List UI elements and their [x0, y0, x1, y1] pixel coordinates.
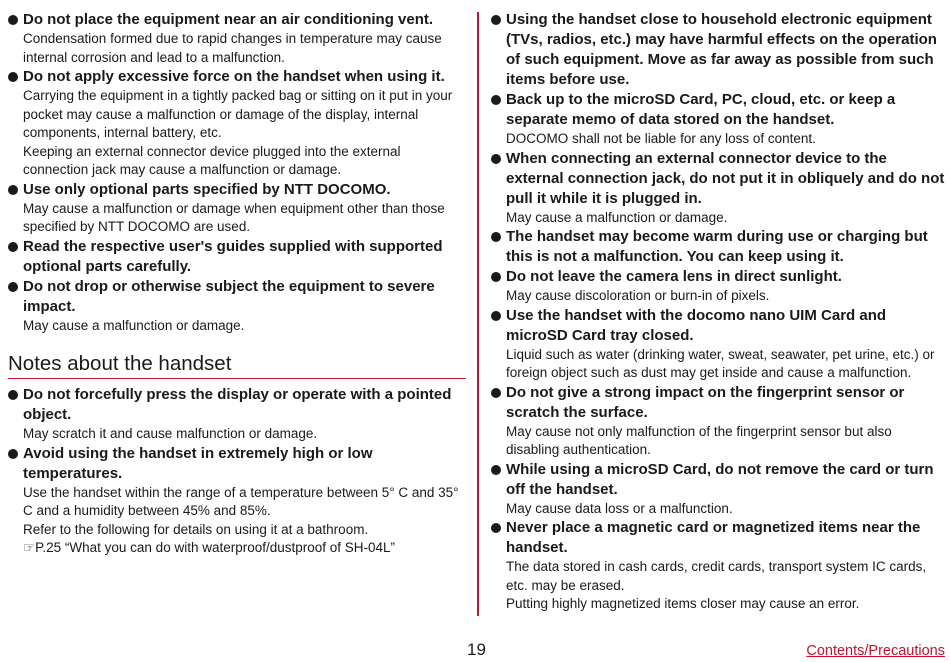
list-item — [491, 267, 947, 306]
bullet-icon — [8, 185, 18, 195]
item-heading: The handset may become warm during use or charging but this is not a malfunction. You can keep using it. — [506, 228, 928, 265]
list-item — [8, 237, 466, 277]
bullet-icon — [491, 15, 501, 25]
item-body: Refer to the following for details on using it at a bathroom. — [23, 521, 369, 537]
handset-notes-list — [8, 385, 466, 558]
bullet-icon — [8, 15, 18, 25]
list-item — [8, 277, 466, 336]
contents-precautions-link[interactable]: Contents/Precautions — [806, 643, 945, 659]
left-column — [8, 10, 466, 558]
item-heading: Using the handset close to household electronic equipment (TVs, radios, etc.) may have harmful effects on the operation of such equipment. Move as far away as possible from such items before use. — [506, 11, 937, 88]
item-body: Keeping an external connector device plugged into the external connection jack may cause a malfunction or damage. — [23, 143, 401, 177]
item-heading: Never place a magnetic card or magnetized items near the handset. — [506, 519, 921, 556]
list-item — [8, 67, 466, 180]
item-body: Liquid such as water (drinking water, sweat, seawater, pet urine, etc.) or foreign object such as dust may get inside and cause a malfunction. — [506, 346, 935, 380]
item-heading: Use the handset with the docomo nano UIM Card and microSD Card tray closed. — [506, 306, 887, 344]
item-heading: Avoid using the handset in extremely high or low temperatures. — [23, 444, 373, 482]
list-item — [491, 306, 947, 383]
list-item — [8, 180, 466, 237]
item-body: May cause a malfunction or damage. — [506, 209, 728, 225]
bullet-icon — [491, 523, 501, 533]
bullet-icon — [491, 465, 501, 475]
item-heading: Do not drop or otherwise subject the equipment to severe impact. — [23, 277, 435, 315]
item-body: May cause discoloration or burn-in of pixels. — [506, 288, 770, 303]
item-heading: Use only optional parts specified by NTT DOCOMO. — [23, 180, 391, 198]
item-heading: Do not give a strong impact on the fingerprint sensor or scratch the surface. — [506, 383, 905, 421]
reference-pointer-icon: ☞ — [23, 540, 36, 555]
list-item — [491, 149, 947, 228]
item-body: May cause not only malfunction of the fingerprint sensor but also disabling authentication. — [506, 423, 892, 457]
bullet-icon — [491, 95, 501, 105]
item-body: Condensation formed due to rapid changes in temperature may cause internal corrosion and lead to a malfunction. — [23, 31, 442, 65]
item-heading: Do not forcefully press the display or operate with a pointed object. — [23, 386, 452, 423]
item-heading: Back up to the microSD Card, PC, cloud, etc. or keep a separate memo of data stored on the handset. — [506, 91, 896, 128]
list-item — [491, 460, 947, 519]
list-item — [491, 383, 947, 460]
bullet-icon — [491, 232, 501, 242]
bullet-icon — [8, 449, 18, 459]
item-body: DOCOMO shall not be liable for any loss of content. — [506, 131, 816, 146]
column-divider — [477, 12, 479, 616]
bullet-icon — [491, 388, 501, 398]
bullet-icon — [8, 390, 18, 400]
bullet-icon — [491, 272, 501, 282]
item-body: May scratch it and cause malfunction or damage. — [23, 426, 318, 441]
list-item — [8, 444, 466, 558]
list-item — [491, 227, 947, 267]
bullet-icon — [491, 154, 501, 164]
page-reference[interactable] — [23, 539, 466, 558]
section-title: Notes about the handset — [8, 351, 466, 379]
item-heading: When connecting an external connector device to the external connection jack, do not put it in obliquely and do not pull it while it is plugged in. — [506, 149, 945, 207]
reference-text: P.25 “What you can do with waterproof/dustproof of SH-04L” — [35, 540, 396, 555]
item-body: Use the handset within the range of a temperature between 5° C and 35° C and a humidity between 45% and 85%. — [23, 484, 459, 518]
page-number: 19 — [467, 640, 486, 659]
item-body: Putting highly magnetized items closer may cause an error. — [506, 596, 860, 611]
bullet-icon — [491, 311, 501, 321]
item-body: The data stored in cash cards, credit cards, transport system IC cards, etc. may be erased. — [506, 559, 927, 593]
item-heading: Do not apply excessive force on the handset when using it. — [23, 68, 445, 85]
item-body: May cause a malfunction or damage when equipment other than those specified by NTT DOCOMO are used. — [23, 200, 445, 234]
right-column — [491, 10, 947, 614]
precaution-list-right — [491, 10, 947, 614]
list-item — [8, 385, 466, 444]
bullet-icon — [8, 72, 18, 82]
list-item — [491, 90, 947, 149]
item-body: Carrying the equipment in a tightly packed bag or sitting on it put in your pocket may cause a malfunction or damage of the display, internal components, internal battery, etc. — [23, 88, 453, 140]
item-body: May cause data loss or a malfunction. — [506, 500, 733, 516]
item-heading: Read the respective user's guides supplied with supported optional parts carefully. — [23, 237, 443, 275]
item-body: May cause a malfunction or damage. — [23, 317, 245, 333]
precaution-list-top — [8, 10, 466, 335]
list-item — [491, 10, 947, 90]
list-item — [491, 518, 947, 614]
item-heading: Do not place the equipment near an air conditioning vent. — [23, 11, 434, 28]
bullet-icon — [8, 282, 18, 292]
bullet-icon — [8, 242, 18, 252]
item-heading: While using a microSD Card, do not remove the card or turn off the handset. — [506, 460, 934, 498]
item-heading: Do not leave the camera lens in direct sunlight. — [506, 268, 842, 285]
list-item — [8, 10, 466, 67]
